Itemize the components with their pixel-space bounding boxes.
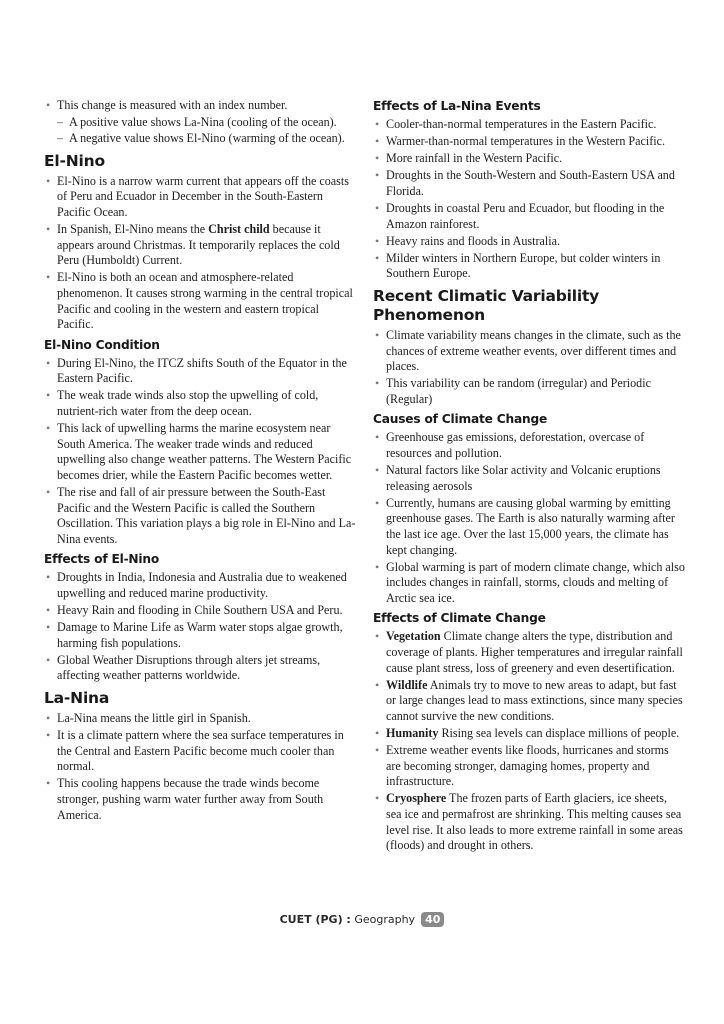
list-item: • Droughts in the South-Western and South-Eastern USA and Florida. bbox=[373, 168, 685, 199]
list-item: • Climate variability means changes in the climate, such as the chances of extreme weather events, over different times and places. bbox=[373, 328, 685, 375]
list-item: • La-Nina means the little girl in Spanish. bbox=[44, 711, 356, 727]
vegetation-term: Vegetation bbox=[386, 629, 441, 644]
sub-item: – A positive value shows La-Nina (cooling of the ocean). bbox=[57, 115, 356, 131]
list-item: • Droughts in India, Indonesia and Australia due to weakened upwelling and reduced marine productivity. bbox=[44, 570, 356, 601]
christ-child-term: Christ child bbox=[208, 222, 270, 237]
list-item: • Milder winters in Northern Europe, but colder winters in Southern Europe. bbox=[373, 251, 685, 282]
list-item: • In Spanish, El-Nino means the Christ child because it appears around Christmas. It temporarily replaces the cold Peru (Humboldt) Current. bbox=[44, 222, 356, 269]
list-item: • More rainfall in the Western Pacific. bbox=[373, 151, 685, 167]
list-item: • Cryosphere The frozen parts of Earth glaciers, ice sheets, sea ice and permafrost are shrinking. This melting causes sea level rise. It also leads to more extreme rainfall in some areas (floods) and drought in others. bbox=[373, 791, 685, 853]
list-item: • Global warming is part of modern climate change, which also includes changes in rainfall, storms, clouds and melting of Arctic sea ice. bbox=[373, 560, 685, 607]
page-number-badge: 40 bbox=[421, 912, 444, 927]
sub-item: – A negative value shows El-Nino (warming of the ocean). bbox=[57, 131, 356, 147]
section-title-effects-of-la-nina: Effects of La-Nina Events bbox=[373, 99, 541, 113]
effects-climate-change-list bbox=[373, 629, 685, 853]
section-title-climatic-variability: Recent Climatic Variability Phenomenon bbox=[373, 286, 600, 324]
list-item: • Natural factors like Solar activity and Volcanic eruptions releasing aerosols bbox=[373, 463, 685, 494]
list-item bbox=[44, 98, 356, 147]
list-item: • This cooling happens because the trade winds become stronger, pushing warm water further away from South America. bbox=[44, 776, 356, 823]
el-nino-list bbox=[44, 174, 356, 333]
list-item: • The weak trade winds also stop the upwelling of cold, nutrient-rich water from the deep ocean. bbox=[44, 388, 356, 419]
causes-list bbox=[373, 430, 685, 606]
footer-exam-label: CUET (PG) : bbox=[279, 913, 351, 926]
intro-list bbox=[44, 98, 356, 147]
section-title-effects-of-climate-change: Effects of Climate Change bbox=[373, 611, 546, 626]
variability-list bbox=[373, 328, 685, 407]
list-item: • Damage to Marine Life as Warm water stops algae growth, harming fish populations. bbox=[44, 620, 356, 651]
humanity-term: Humanity bbox=[386, 726, 439, 740]
list-item: • Wildlife Animals try to move to new areas to adapt, but fast or large changes lead to mass extinctions, since many species cannot survive the new conditions. bbox=[373, 678, 685, 725]
list-item: • Warmer-than-normal temperatures in the Western Pacific. bbox=[373, 134, 685, 150]
effects-el-nino-list bbox=[44, 570, 356, 684]
list-item: • It is a climate pattern where the sea surface temperatures in the Central and Eastern Pacific become much cooler than normal. bbox=[44, 728, 356, 775]
index-sub-list bbox=[57, 115, 356, 147]
right-column bbox=[373, 98, 685, 855]
intro-text: This change is measured with an index number. bbox=[57, 98, 288, 112]
list-item: • Droughts in coastal Peru and Ecuador, but flooding in the Amazon rainforest. bbox=[373, 201, 685, 232]
list-item: • El-Nino is both an ocean and atmosphere-related phenomenon. It causes strong warming in the central tropical Pacific and cooling in the western and eastern tropical Pacific. bbox=[44, 270, 356, 332]
list-item: • Greenhouse gas emissions, deforestation, overcase of resources and pollution. bbox=[373, 430, 685, 461]
section-title-el-nino: El-Nino bbox=[44, 151, 105, 170]
la-nina-list bbox=[44, 711, 356, 823]
list-item: • Heavy rains and floods in Australia. bbox=[373, 234, 685, 250]
list-item: • Humanity Rising sea levels can displace millions of people. bbox=[373, 726, 685, 742]
list-item: • Cooler-than-normal temperatures in the Eastern Pacific. bbox=[373, 117, 685, 133]
section-title-la-nina: La-Nina bbox=[44, 689, 110, 707]
list-item: • During El-Nino, the ITCZ shifts South of the Equator in the Eastern Pacific. bbox=[44, 356, 356, 387]
cryosphere-term: Cryosphere bbox=[386, 791, 447, 806]
wildlife-term: Wildlife bbox=[386, 677, 428, 692]
footer-subject: Geography bbox=[350, 913, 416, 926]
section-title-el-nino-condition: El-Nino Condition bbox=[44, 337, 160, 352]
list-item: • Vegetation Climate change alters the type, distribution and coverage of plants. Higher temperatures and irregular rainfall cause plant stress, loss of greenery and even desertification. bbox=[373, 629, 685, 676]
list-item: • Global Weather Disruptions through alters jet streams, affecting weather patterns worldwide. bbox=[44, 653, 356, 684]
list-item: • This lack of upwelling harms the marine ecosystem near South America. The weaker trade winds and reduced upwelling also change weather patterns. The Western Pacific becomes drier, while the Eastern Pacific becomes wetter. bbox=[44, 421, 356, 483]
list-item: • The rise and fall of air pressure between the South-East Pacific and the Western Pacific is called the Southern Oscillation. This variation plays a big role in El-Nino and La-Nina events. bbox=[44, 485, 356, 547]
section-title-effects-of-el-nino: Effects of El-Nino bbox=[44, 552, 160, 567]
el-nino-condition-list bbox=[44, 356, 356, 548]
list-item: • El-Nino is a narrow warm current that appears off the coasts of Peru and Ecuador in December in the South-Eastern Pacific Ocean. bbox=[44, 174, 356, 221]
list-item: • Heavy Rain and flooding in Chile Southern USA and Peru. bbox=[44, 603, 356, 619]
page-footer bbox=[0, 912, 724, 927]
list-item: • Currently, humans are causing global warming by emitting greenhouse gases. The Earth is also naturally warming after the last ice age. Over the last 15,000 years, the climate has kept changing. bbox=[373, 496, 685, 558]
left-column bbox=[44, 98, 356, 825]
section-title-causes-of-climate-change: Causes of Climate Change bbox=[373, 412, 548, 427]
list-item: • Extreme weather events like floods, hurricanes and storms are becoming stronger, damaging homes, property and infrastructure. bbox=[373, 743, 685, 790]
effects-la-nina-list bbox=[373, 117, 685, 282]
list-item: • This variability can be random (irregular) and Periodic (Regular) bbox=[373, 376, 685, 407]
